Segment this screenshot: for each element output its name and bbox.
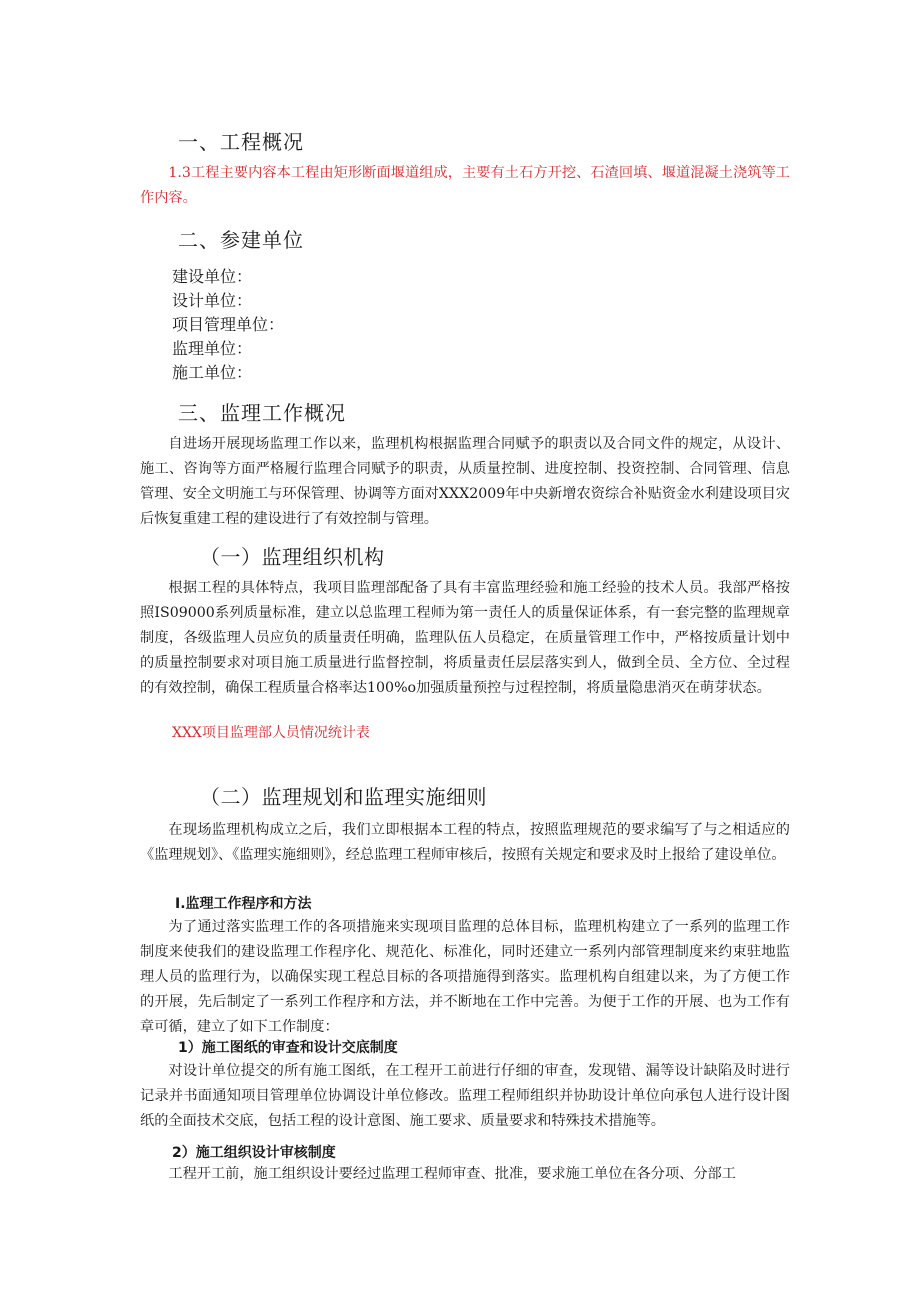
section-heading-participating-units: 二、参建单位	[178, 228, 304, 252]
unit-supervision: 监理单位：	[172, 339, 253, 358]
section-heading-supervision-overview: 三、监理工作概况	[178, 401, 346, 425]
subheading-organization: （一）监理组织机构	[200, 545, 385, 569]
procedures-paragraph: 为了通过落实监理工作的各项措施来实现项目监理的总体目标，监理机构建立了一系列的监理工作制度来使我们的建设监理工作程序化、规范化、标准化，同时还建立一系列内部管理制度来约束驻地监理人员的监理行为，以确保实现工程总目标的各项措施得到落实。监理机构自组建以来，为了方便工作的开展，先后制定了一系列工作程序和方法，并不断地在工作中完善。为便于工作的开展、也为工作有章可循，建立了如下工作制度：	[140, 919, 790, 1035]
unit-design: 设计单位：	[172, 291, 253, 310]
subheading-planning: （二）监理规划和监理实施细则	[200, 785, 487, 809]
organization-paragraph: 根据工程的具体特点，我项目监理部配备了具有丰富监理经验和施工经验的技术人员。我部严格按照IS09000系列质量标准，建立以总监理工程师为第一责任人的质量保证体系，有一套完整的监理规章制度，各级监理人员应负的质量责任明确，监理队伍人员稳定，在质量管理工作中，严格按质量计划中的质量控制要求对项目施工质量进行监督控制，将质量责任层层落实到人，做到全员、全方位、全过程的有效控制，确保工程质量合格率达100%o加强质量预控与过程控制，将质量隐患消灭在萌芽状态。	[140, 580, 790, 696]
section-heading-project-overview: 一、工程概况	[178, 130, 304, 154]
drawing-review-paragraph: 对设计单位提交的所有施工图纸，在工程开工前进行仔细的审查，发现错、漏等设计缺陷及时进行记录并书面通知项目管理单位协调设计单位修改。监理工程师组织并协助设计单位向承包人进行设计图纸的全面技术交底，包括工程的设计意图、施工要求、质量要求和特殊技术措施等。	[140, 1063, 790, 1129]
planning-paragraph: 在现场监理机构成立之后，我们立即根据本工程的特点，按照监理规范的要求编写了与之相适应的《监理规划》、《监理实施细则》，经总监理工程师审核后，按照有关规定和要求及时上报给了建设单位。	[140, 822, 790, 863]
item-drawing-review-title: 1）施工图纸的审查和设计交底制度	[178, 1040, 398, 1056]
unit-project-management: 项目管理单位：	[172, 315, 285, 334]
construction-design-review-paragraph: 工程开工前，施工组织设计要经过监理工程师审查、批准，要求施工单位在各分项、分部工	[168, 1166, 736, 1182]
item-construction-design-review-title: 2）施工组织设计审核制度	[172, 1145, 336, 1161]
project-scope-paragraph: 1.3工程主要内容本工程由矩形断面堰道组成，主要有土石方开挖、石渣回填、堰道混凝土浇筑等工作内容。	[140, 165, 790, 206]
supervision-overview-paragraph: 自进场开展现场监理工作以来，监理机构根据监理合同赋予的职责以及合同文件的规定，从设计、施工、咨询等方面严格履行监理合同赋予的职责，从质量控制、进度控制、投资控制、合同管理、信息管理、安全文明施工与环保管理、协调等方面对XXX2009年中央新增农资综合补贴资金水利建设项目灾后恢复重建工程的建设进行了有效控制与管理。	[140, 436, 790, 527]
item-procedures-title: I.监理工作程序和方法	[175, 896, 312, 912]
unit-contractor: 施工单位：	[172, 363, 253, 382]
unit-construction-owner: 建设单位：	[172, 267, 253, 286]
staff-table-caption: XXX项目监理部人员情况统计表	[172, 725, 370, 741]
